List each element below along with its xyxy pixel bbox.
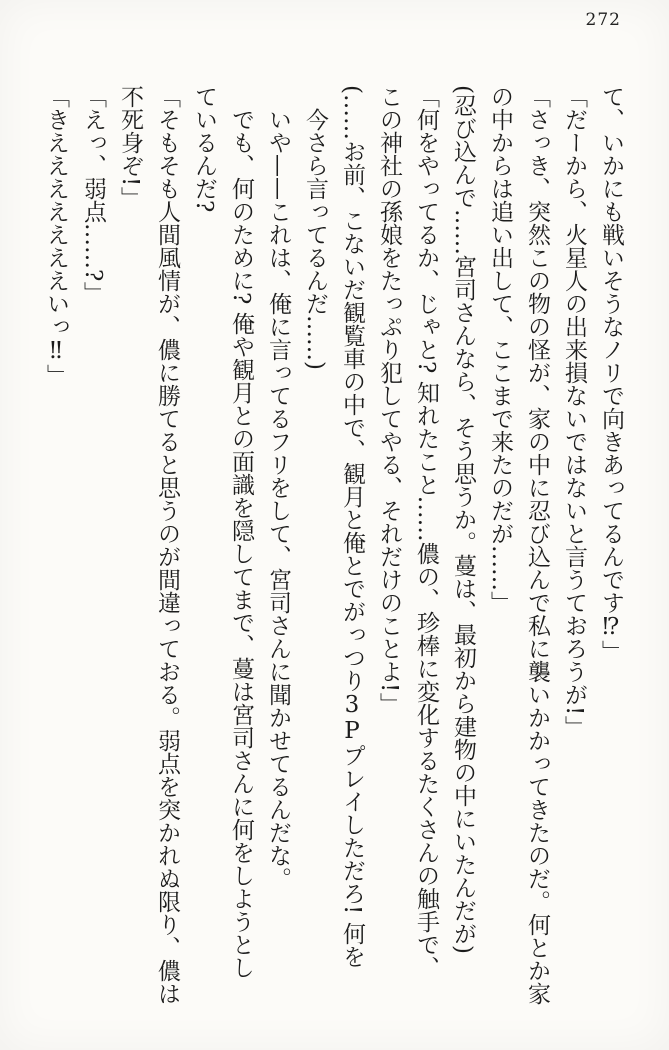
text-line-content: (……お前、こないだ観覧車の中で、観月と俺とでがっつり [339,85,365,692]
text-line [185,85,222,1013]
text-line-content: 「だーから、火星人の出来損ないではないと言うておろうが!」 [561,85,587,739]
text-line-content: 不死身ぞ!」 [117,85,143,210]
text-line [407,85,444,1013]
text-block [37,85,629,1013]
text-line [592,85,629,1013]
text-line-content: 「きえええええええいっ‼」 [43,85,69,387]
text-line-content: 今さら言ってるんだ……) [302,108,328,370]
text-line-content: ているんだ? [191,85,217,213]
text-line-content: プレイしただろ! 何を [339,743,365,968]
text-line [37,85,74,1013]
text-line-content: (忍び込んで……宮司さんなら、そう思うか。蔓は、最初から建物の中にいたんだが) [450,85,476,954]
text-line [518,85,555,1013]
text-line-content: この神社の孫娘をたっぷり犯してやる、それだけのことよ!」 [376,85,402,716]
text-line-content: 「何をやってるか、じゃと? 知れたこと……儂の、珍棒に変化するたくさんの触手で、 [413,85,439,979]
text-line-content: て、いかにも戦いそうなノリで向きあってるんです⁉」 [598,85,624,663]
text-line [370,85,407,1013]
text-line [444,85,481,1013]
text-line-content: 「そもそも人間風情が、儂に勝てると思うのが間違っておる。弱点を突かれぬ限り、儂は [154,85,180,1005]
text-line [148,85,185,1013]
text-line-latin-upright: 3P [339,691,365,744]
text-line [481,85,518,1013]
text-line [296,85,333,1036]
text-line-content: 「えっ、弱点……?」 [80,85,106,305]
text-line [222,85,259,1036]
text-line-content: でも、何のために? 俺や観月との面識を隠してまで、蔓は宮司さんに何をしようとし [228,108,254,979]
text-line [555,85,592,1013]
page-number: 272 [585,10,621,30]
text-line [259,85,296,1036]
text-line-content: の中からは追い出して、ここまで来たのだが……」 [487,85,513,614]
text-line-content: 「さっき、突然この物の怪が、家の中に忍び込んで私に襲いかかってきたのだ。何とか家 [524,85,550,1005]
text-line-content: いや——これは、俺に言ってるフリをして、宮司さんに聞かせてるんだな。 [265,108,291,890]
text-line [111,85,148,1013]
text-line [74,85,111,1013]
text-line [333,85,370,1013]
